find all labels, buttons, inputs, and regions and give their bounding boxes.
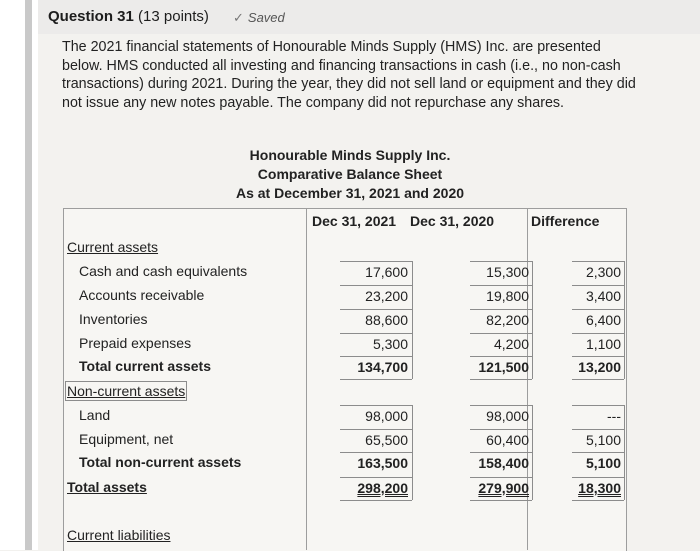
- column-header-2020: Dec 31, 2020: [410, 213, 495, 229]
- row-label: Cash and cash equivalents: [79, 263, 248, 279]
- cell-border: [572, 309, 624, 310]
- saved-status: [233, 10, 285, 26]
- cell-border: [470, 309, 532, 310]
- cell-diff: 1,100: [585, 336, 621, 352]
- cell-v2021: 5,300: [372, 336, 408, 352]
- column-header-2021: Dec 31, 2021: [312, 213, 397, 229]
- row-label: Inventories: [79, 311, 148, 327]
- cell-v2021: 23,200: [365, 288, 408, 304]
- question-number: Question 31: [48, 8, 134, 25]
- checkmark-icon: ✓: [233, 10, 244, 25]
- row-label: Equipment, net: [79, 431, 174, 447]
- statement-date: As at December 31, 2021 and 2020: [235, 185, 465, 201]
- cell-v2020: 158,400: [478, 455, 529, 471]
- cell-border: [340, 429, 412, 430]
- cell-v2021: 65,500: [365, 432, 408, 448]
- cell-border: [572, 261, 624, 262]
- cell-diff: 5,100: [585, 455, 621, 471]
- cell-border: [340, 452, 412, 453]
- company-name: Honourable Minds Supply Inc.: [249, 147, 451, 163]
- cell-diff: 3,400: [585, 288, 621, 304]
- cell-border: [572, 452, 624, 453]
- cell-diff: 2,300: [585, 264, 621, 280]
- cell-diff: 13,200: [578, 359, 621, 375]
- cell-border: [470, 500, 532, 501]
- question-status-bar: [25, 0, 32, 550]
- cell-v2020: 98,000: [486, 408, 529, 424]
- cell-v2020: 15,300: [486, 264, 529, 280]
- cell-border: [412, 261, 413, 379]
- cell-v2021: 134,700: [357, 359, 408, 375]
- cell-v2021: 163,500: [357, 455, 408, 471]
- cell-border: [572, 405, 624, 406]
- cell-v2020: 60,400: [486, 432, 529, 448]
- cell-v2020: 4,200: [493, 336, 529, 352]
- cell-v2020: 19,800: [486, 288, 529, 304]
- row-label: Total non-current assets: [79, 454, 242, 470]
- cell-border: [340, 333, 412, 334]
- cell-border: [532, 405, 533, 500]
- cell-border: [340, 405, 412, 406]
- question-intro: The 2021 financial statements of Honourable Minds Supply (HMS) Inc. are presented below. HMS conducted all investing and financing transactions in cash (i.e., no non-cash transactions) during 2021. During the year, they did not sell land or equipment and they did not issue any new notes payable. The company did not repurchase any shares.: [62, 39, 636, 111]
- row-label: Total assets: [67, 479, 147, 495]
- cell-border: [470, 379, 532, 380]
- cell-diff: 18,300: [578, 480, 621, 496]
- question-points: (13 points): [138, 8, 209, 25]
- cell-border: [572, 356, 624, 357]
- column-header-difference: Difference: [531, 213, 600, 229]
- row-label: Land: [79, 407, 111, 423]
- row-label: Non-current assets: [67, 383, 186, 399]
- cell-border: [624, 261, 625, 379]
- row-label: Accounts receivable: [79, 287, 205, 303]
- cell-v2021: 17,600: [365, 264, 408, 280]
- cell-v2020: 82,200: [486, 312, 529, 328]
- row-label: Total current assets: [79, 358, 212, 374]
- cell-border: [470, 333, 532, 334]
- cell-border: [532, 261, 533, 379]
- left-margin: [0, 0, 38, 550]
- cell-v2021: 298,200: [357, 480, 408, 496]
- cell-border: [572, 429, 624, 430]
- cell-border: [470, 356, 532, 357]
- cell-border: [340, 285, 412, 286]
- cell-border: [470, 285, 532, 286]
- cell-border: [624, 405, 625, 500]
- cell-diff: 6,400: [585, 312, 621, 328]
- cell-border: [340, 309, 412, 310]
- cell-border: [470, 405, 532, 406]
- cell-border: [572, 285, 624, 286]
- statement-name: Comparative Balance Sheet: [257, 166, 443, 182]
- cell-border: [340, 261, 412, 262]
- row-label: Prepaid expenses: [79, 335, 192, 351]
- cell-border: [470, 261, 532, 262]
- cell-border: [340, 379, 412, 380]
- cell-border: [572, 333, 624, 334]
- saved-label: Saved: [247, 10, 285, 25]
- cell-border: [340, 477, 412, 478]
- cell-diff: 5,100: [585, 432, 621, 448]
- cell-v2020: 121,500: [478, 359, 529, 375]
- row-label: Current liabilities: [67, 527, 171, 543]
- cell-v2021: 98,000: [365, 408, 408, 424]
- cell-border: [572, 477, 624, 478]
- cell-border: [340, 356, 412, 357]
- row-label: Current assets: [67, 239, 159, 255]
- cell-v2021: 88,600: [365, 312, 408, 328]
- cell-border: [340, 500, 412, 501]
- cell-border: [572, 379, 624, 380]
- cell-v2020: 279,900: [478, 480, 529, 496]
- cell-border: [470, 452, 532, 453]
- cell-border: [412, 405, 413, 500]
- cell-border: [572, 500, 624, 501]
- cell-diff: ---: [607, 408, 621, 424]
- column-divider: [306, 208, 307, 550]
- cell-border: [470, 429, 532, 430]
- sheet-heading: [200, 146, 500, 203]
- question-title: [48, 8, 209, 25]
- cell-border: [470, 477, 532, 478]
